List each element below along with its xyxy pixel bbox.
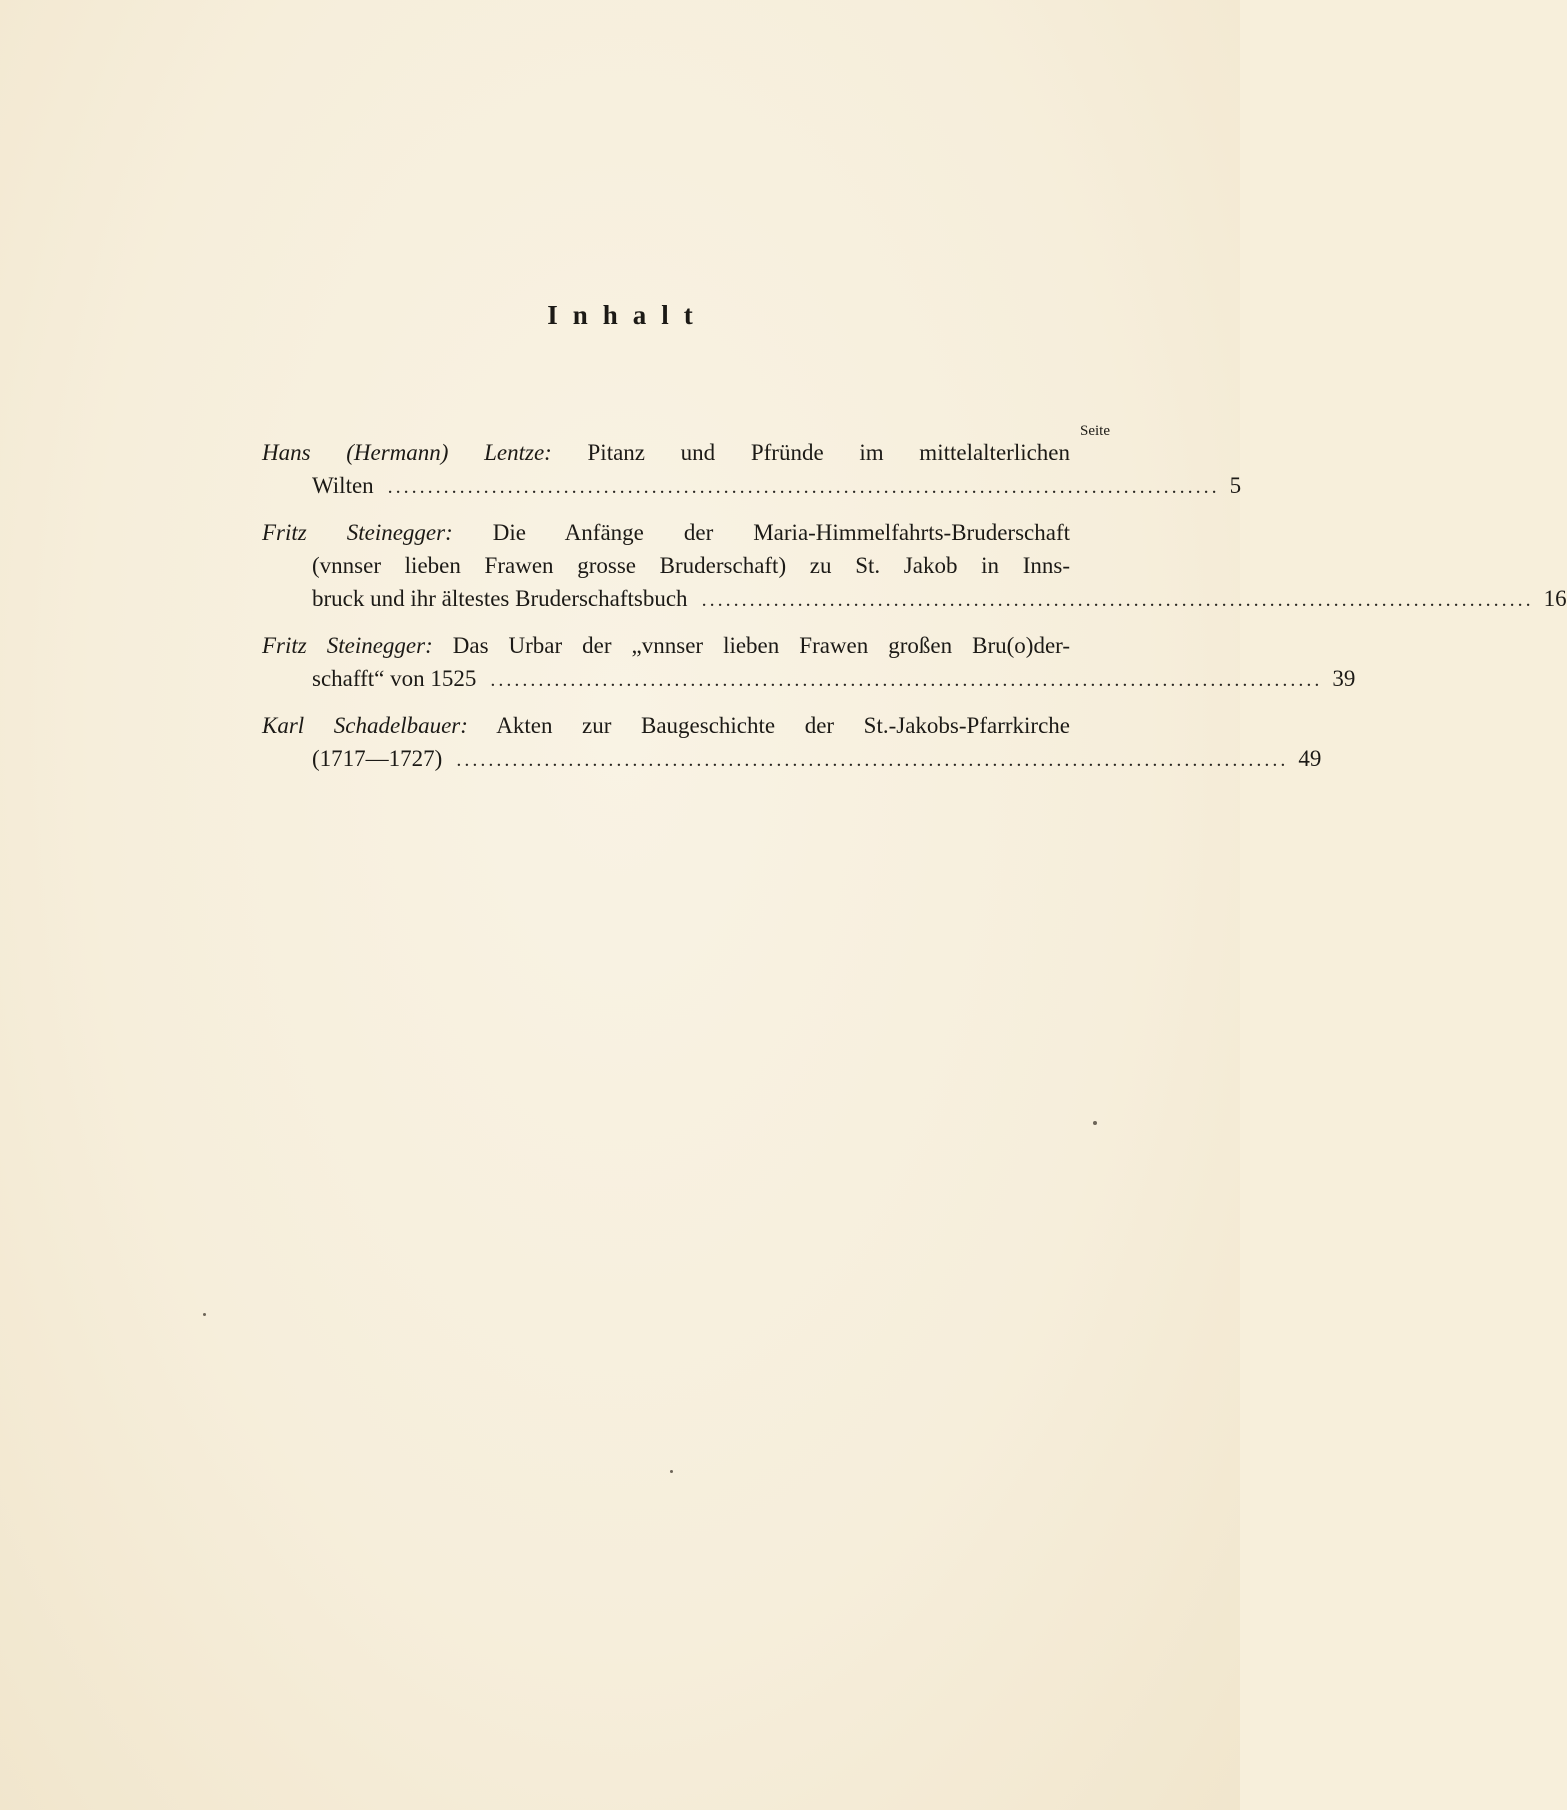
dot-leader: ........................................................................................................ [490,669,1323,691]
toc-entry-author: Fritz Steinegger: [262,520,453,545]
toc-entry-title-end: (1717—1727) [312,746,443,771]
paper-speck [203,1313,206,1316]
toc-entry-page: 16 [1543,586,1567,611]
toc-entry-first-line [262,516,1112,549]
paper-speck [1093,1121,1097,1125]
toc-entry-last-line [262,662,1356,697]
paper-speck [670,1470,673,1473]
toc-entry-last-line [262,469,1242,504]
toc-entry [262,516,1567,617]
toc-entry-title: Die Anfänge der Maria-Himmelfahrts-Bruderschaft [492,520,1071,545]
toc-entry-author: Karl Schadelbauer: [262,713,468,738]
toc-entry-last-line [262,582,1567,617]
toc-entry [262,436,1242,504]
toc-entry-title-end: Wilten [312,473,374,498]
toc-entry-author: Hans (Hermann) Lentze: [262,440,552,465]
toc-entry-page: 39 [1332,666,1356,691]
dot-leader: ........................................................................................................ [387,476,1220,498]
toc-entry-title-end: bruck und ihr ältestes Bruderschaftsbuch [312,586,688,611]
page-title: Inhalt [547,300,708,330]
toc-entry-title-continuation: (vnnser lieben Frawen grosse Bruderschaft) zu St. Jakob in Inns- [312,553,1070,578]
table-of-contents [262,436,1567,789]
toc-entry-title-end: schafft“ von 1525 [312,666,477,691]
page-column-label: Seite [1080,423,1110,439]
toc-entry-author: Fritz Steinegger: [262,633,433,658]
toc-entry-first-line [262,436,1112,469]
toc-entry-page: 49 [1298,746,1322,771]
toc-entry [262,629,1356,697]
toc-entry-title: Das Urbar der „vnnser lieben Frawen großen Bru(o)der- [452,633,1071,658]
toc-entry-first-line [262,629,1112,662]
toc-entry-page: 5 [1229,473,1242,498]
toc-entry-last-line [262,742,1322,777]
toc-entry-title: Pitanz und Pfründe im mittelalterlichen [587,440,1071,465]
toc-entry [262,709,1322,777]
dot-leader: ........................................................................................................ [701,589,1534,611]
toc-entry-title: Akten zur Baugeschichte der St.-Jakobs-Pfarrkirche [496,713,1070,738]
dot-leader: ........................................................................................................ [456,749,1289,771]
toc-entry-first-line [262,709,1112,742]
